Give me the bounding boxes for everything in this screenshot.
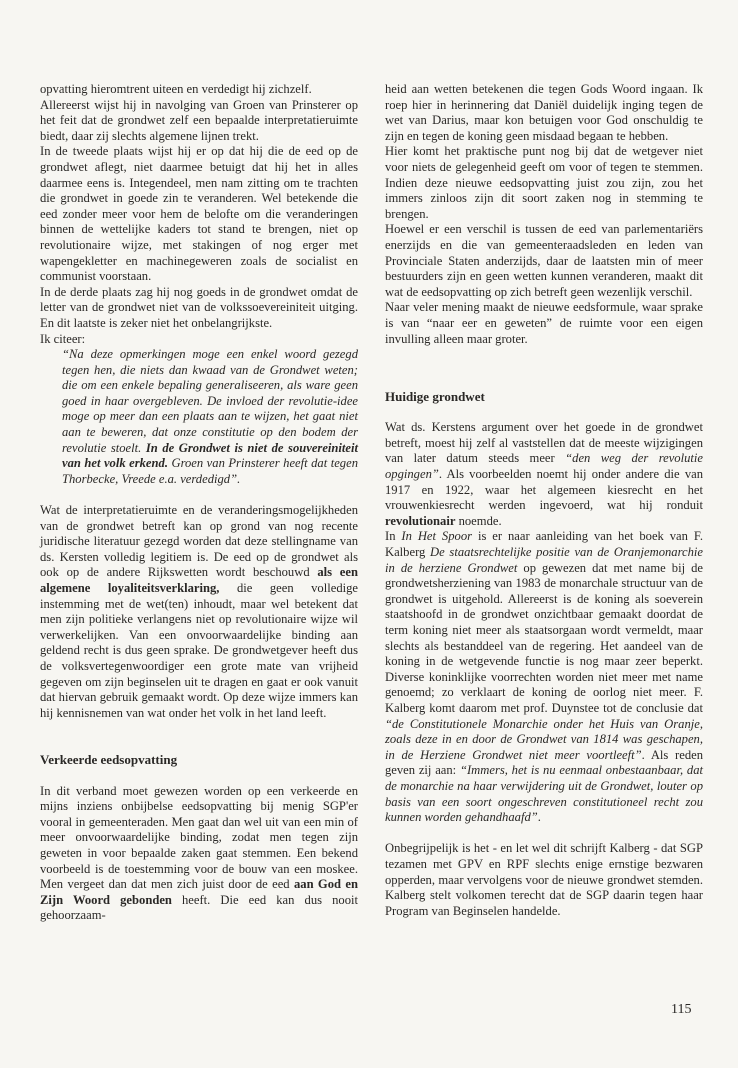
paragraph: In de tweede plaats wijst hij er op dat hij die de eed op de grondwet aflegt, niet daarmee betuigt dat hij het in alles daarmee eens is. Integendeel, men nam zitting om te trachten die grondwet in goede zin te veranderen. Wel betekende die eed zonder meer voor hem de belofte om die veranderingen binnen de wettelijke kaders tot stand te brengen, niet op revolutionaire wijze, met stakingen of nog erger met wapengekletter en machinegeweren zoals de socialist en communist voorstaan. bbox=[40, 144, 358, 284]
text-run: heeft. Die eed kan dus nooit gehoorzaam- bbox=[40, 892, 358, 923]
quote-bold-text: In de Grondwet is niet de souvereiniteit van het volk erkend. bbox=[62, 440, 358, 471]
italic-text: De staatsrechtelijke positie van de Oranjemonarchie in de herziene Grondwet bbox=[385, 545, 703, 575]
paragraph bbox=[385, 529, 703, 825]
paragraph bbox=[385, 420, 703, 529]
text-run: In dit verband moet gewezen worden op een verkeerde en mijns inziens onbijbelse eedsopvatting bij menig SGP'er vooral in gemeenteraden. Men gaat dan wel uit van een min of meer onvoorwaardelijke binding, zodat men tegen zijn geweten in voor bepaalde zaken gaat stemmen. Een bekend voorbeeld is de toestemming voor de bouw van een moskee. Men vergeet dan dat men zich juist door de eed bbox=[40, 783, 358, 892]
paragraph: heid aan wetten betekenen die tegen Gods Woord ingaan. Ik roep hier in herinnering dat Daniël duidelijk inging tegen de wet van Darius, maar kon betuigen voor God onschuldig te zijn en tegen de koning geen misdaad begaan te hebben. bbox=[385, 82, 703, 143]
paragraph: Allereerst wijst hij in navolging van Groen van Prinsterer op het feit dat de grondwet zelf een bepaalde interpretatieruimte biedt, daar zij slechts algemene lijnen trekt. bbox=[40, 97, 358, 143]
text-run: Wat de interpretatieruimte en de veranderingsmogelijkheden van de grondwet betreft kan op grond van nog recente juridische literatuur gezegd worden dat deze stellingname van ds. Kersten volledig legitiem is. De eed op de grondwet als ook op de andere Rijkswetten wordt beschouwd bbox=[40, 503, 358, 580]
quote-text: “Na deze opmerkingen moge een enkel woord gezegd tegen hen, die niets dan kwaad van de Grondwet weten; die om een enkele bepaling generaliseeren, als ware geen goed in haar overgebleven. De invloed der revolutie-idee moge op meer dan een plaats aan te wijzen, het gaat niet aan te beweren, dat onze constitutie op den bodem der revolutie stoelt. bbox=[62, 347, 358, 455]
paragraph: Hier komt het praktische punt nog bij dat de wetgever niet voor niets de gelegenheid geeft om voor of tegen te stemmen. Indien deze nieuwe eedsopvatting juist zou zijn, zou het immers zinloos zijn dit soort zaken nog in stemming te brengen. bbox=[385, 144, 703, 221]
page-number: 115 bbox=[671, 1002, 692, 1017]
paragraph: Hoewel er een verschil is tussen de eed van parlementariërs enerzijds en die van gemeenteraadsleden en leden van Provinciale Staten anderzijds, daar de laatsten min of meer bestuurders zijn en geen wetten kunnen veranderen, maakt dit wat de eedsopvatting op zich betreft geen wezenlijk verschil. bbox=[385, 222, 703, 299]
bold-text: revolutionair bbox=[385, 513, 456, 528]
text-run: is er naar aanleiding van het boek van F. Kalberg bbox=[385, 529, 703, 560]
block-quote bbox=[62, 347, 358, 487]
paragraph: opvatting hieromtrent uiteen en verdedigt hij zichzelf. bbox=[40, 82, 312, 96]
text-run: die geen volledige instemming met de wet(ten) inhoudt, maar wel betekent dat men zijn politieke verlangens niet op revolutionaire wijze wil verwerkelijken. Van een onvoorwaardelijke binding aan geldend recht is dus geen sprake. De grondwetgever heeft dus de volksvertegenwoordiger een grote mate van vrijheid gegeven om zijn beginselen uit te dragen en gaat er ook vanuit dat hiervan gebruik gemaakt wordt. Op deze wijze immers kan hij kennisnemen van wat onder het volk in het land leeft. bbox=[40, 581, 358, 720]
paragraph bbox=[40, 503, 358, 721]
bold-text: aan God en Zijn Woord gebonden bbox=[40, 877, 358, 907]
paragraph: Naar veler mening maakt de nieuwe eedsformule, waar sprake is van “naar eer en geweten” de ruimte voor een eigen invulling alleen maar groter. bbox=[385, 300, 703, 346]
text-run: Wat ds. Kerstens argument over het goede in de grondwet betreft, moest hij zelf al vaststellen dat de meeste wijzigingen van later datum steeds meer bbox=[385, 420, 703, 466]
text-run: . Als reden geven zij aan: bbox=[385, 747, 703, 778]
quote-text: Groen van Prinsterer heeft dat tegen Thorbecke, Vreede e.a. verdedigd”. bbox=[62, 456, 358, 486]
right-column bbox=[385, 82, 703, 919]
italic-text: “de Constitutionele Monarchie onder het Huis van Oranje, zoals deze in en door de Grondwet van 1814 was geschapen, in de Herziene Grondwet niet meer voortleeft” bbox=[385, 716, 703, 762]
paragraph: In de derde plaats zag hij nog goeds in de grondwet omdat de letter van de grondwet niet van de volkssoevereiniteit uitging. En dit laatste is zeker niet het onbelangrijkste. bbox=[40, 284, 358, 330]
text-run: . bbox=[537, 810, 541, 825]
text-run: noemde. bbox=[455, 513, 502, 528]
section-heading: Verkeerde eedsopvatting bbox=[40, 752, 178, 768]
left-column bbox=[40, 82, 358, 924]
text-run: In bbox=[385, 529, 402, 544]
italic-text: “Immers, het is nu eenmaal onbestaanbaar, dat de monarchie na haar verwijdering uit de Grondwet, louter op basis van een soort ongeschreven constitutioneel recht zou kunnen worden gehandhaafd” bbox=[385, 763, 703, 825]
bold-text: als een algemene loyaliteitsverklaring, bbox=[40, 565, 358, 595]
italic-text: In Het Spoor bbox=[401, 529, 473, 544]
text-run: op gewezen dat met name bij de grondwetsherziening van 1983 de monarchale structuur van de grondwet is uitgehold. Allereerst is de koning als soeverein staatshoofd in de grondwet onzichtbaar gemaakt doordat de term koning niet meer als staatsorgaan wordt vermeldt, maar slechts als bestanddeel van de regering. Het aandeel van de koning in de wetgevende functie is nog maar zeer beperkt. Diverse koninklijke voorrechten worden niet meer met name genoemd; zo verklaart de koning de oorlog niet meer. F. Kalberg komt daarom met prof. Duynstee tot de conclusie dat bbox=[385, 560, 704, 715]
section-heading: Huidige grondwet bbox=[385, 389, 485, 405]
paragraph bbox=[40, 784, 358, 924]
text-run: . Als voorbeelden noemt hij onder andere die van 1917 en 1922, waar het algemeen kiesrecht en het vrouwenkiesrecht werden ingevoerd, wat hij ronduit bbox=[385, 467, 703, 513]
paragraph: Onbegrijpelijk is het - en let wel dit schrijft Kalberg - dat SGP tezamen met GPV en RPF slechts enige ernstige bezwaren opperden, maar vervolgens voor de nieuwe grondwet stemden. Kalberg stelt volkomen terecht dat de SGP daarin tegen haar Program van Beginselen handelde. bbox=[385, 841, 703, 918]
paragraph: Ik citeer: bbox=[40, 331, 86, 346]
italic-text: “den weg der revolutie opgingen” bbox=[385, 451, 703, 482]
